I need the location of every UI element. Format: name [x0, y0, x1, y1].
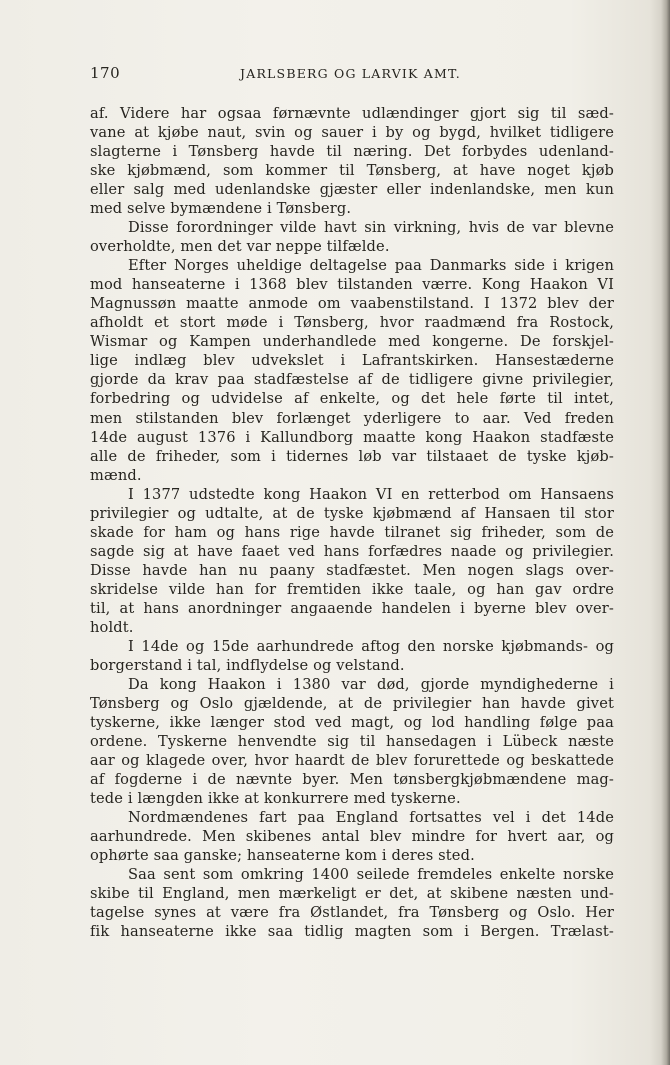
text-line: 14de august 1376 i Kallundborg maatte kong Haakon stadfæste — [90, 428, 614, 446]
text-line: vane at kjøbe naut, svin og sauer i by og bygd, hvilket tidligere — [90, 124, 614, 142]
text-line: I 14de og 15de aarhundrede aftog den norske kjøbmands- og — [128, 637, 614, 655]
running-title: JARLSBERG OG LARVIK AMT. — [240, 66, 461, 81]
text-line: tede i længden ikke at konkurrere med tyskerne. — [90, 790, 461, 808]
text-line: fik hanseaterne ikke saa tidlig magten som i Bergen. Trælast- — [90, 923, 614, 941]
page-edge-shadow — [661, 0, 670, 1065]
text-line: med selve bymændene i Tønsberg. — [90, 200, 352, 218]
text-line: men stilstanden blev forlænget yderligere to aar. Ved freden — [90, 409, 614, 427]
text-line: sagde sig at have faaet ved hans forfædres naade og privilegier. — [90, 542, 614, 560]
text-line: Disse forordninger vilde havt sin virkning, hvis de var blevne — [128, 219, 614, 237]
text-line: lige indlæg blev udvekslet i Lafrantskirken. Hansestæderne — [90, 352, 614, 370]
text-line: afholdt et stort møde i Tønsberg, hvor raadmænd fra Rostock, — [90, 314, 614, 332]
text-line: Nordmændenes fart paa England fortsattes vel i det 14de — [128, 809, 614, 827]
text-line: Magnussøn maatte anmode om vaabenstilstand. I 1372 blev der — [90, 295, 614, 313]
text-line: overholdte, men det var neppe tilfælde. — [90, 238, 390, 256]
page-number: 170 — [90, 64, 121, 82]
text-line: ordene. Tyskerne henvendte sig til hansedagen i Lübeck næste — [90, 733, 614, 751]
text-line: mod hanseaterne i 1368 blev tilstanden værre. Kong Haakon VI — [90, 276, 614, 294]
text-line: borgerstand i tal, indflydelse og velstand. — [90, 656, 405, 674]
text-line: holdt. — [90, 618, 134, 636]
text-line: skade for ham og hans rige havde tilranet sig friheder, som de — [90, 523, 614, 541]
text-line: Tønsberg og Oslo gjældende, at de privilegier han havde givet — [90, 694, 614, 712]
page-header — [90, 64, 614, 86]
text-line: eller salg med udenlandske gjæster eller indenlandske, men kun — [90, 181, 614, 199]
text-line: skridelse vilde han for fremtiden ikke taale, og han gav ordre — [90, 580, 614, 598]
text-line: Da kong Haakon i 1380 var død, gjorde myndighederne i — [128, 675, 614, 693]
text-line: slagterne i Tønsberg havde til næring. Det forbydes udenland- — [90, 143, 614, 161]
text-line: ske kjøbmænd, som kommer til Tønsberg, at have noget kjøb — [90, 162, 614, 180]
text-line: ophørte saa ganske; hanseaterne kom i deres sted. — [90, 847, 475, 865]
text-line: tyskerne, ikke længer stod ved magt, og lod handling følge paa — [90, 714, 614, 731]
text-line: forbedring og udvidelse af enkelte, og det hele førte til intet, — [90, 390, 614, 408]
text-line: tagelse synes at være fra Østlandet, fra Tønsberg og Oslo. Her — [90, 904, 614, 922]
text-line: Disse havde han nu paany stadfæstet. Men nogen slags over- — [90, 561, 614, 579]
text-line: Efter Norges uheldige deltagelse paa Danmarks side i krigen — [128, 257, 614, 275]
text-line: til, at hans anordninger angaaende handelen i byerne blev over- — [90, 599, 614, 617]
text-line: aarhundrede. Men skibenes antal blev mindre for hvert aar, og — [90, 828, 614, 846]
text-line: privilegier og udtalte, at de tyske kjøbmænd af Hansaen til stor — [90, 504, 614, 522]
text-line: alle de friheder, som i tidernes løb var tilstaaet de tyske kjøb- — [90, 447, 614, 465]
text-line: skibe til England, men mærkeligt er det, at skibene næsten und- — [90, 885, 614, 903]
body-text — [90, 104, 614, 941]
text-line: mænd. — [90, 466, 142, 484]
text-line: aar og klagede over, hvor haardt de blev forurettede og beskattede — [90, 752, 614, 770]
text-line: Wismar og Kampen underhandlede med kongerne. De forskjel- — [90, 333, 614, 351]
text-line: af. Videre har ogsaa førnævnte udlændinger gjort sig til sæd- — [90, 105, 614, 122]
text-line: gjorde da krav paa stadfæstelse af de tidligere givne privilegier, — [90, 371, 614, 389]
text-line: I 1377 udstedte kong Haakon VI en retterbod om Hansaens — [128, 485, 614, 503]
text-line: Saa sent som omkring 1400 seilede fremdeles enkelte norske — [128, 866, 614, 884]
text-line: af fogderne i de nævnte byer. Men tønsbergkjøbmændene mag- — [90, 771, 614, 789]
